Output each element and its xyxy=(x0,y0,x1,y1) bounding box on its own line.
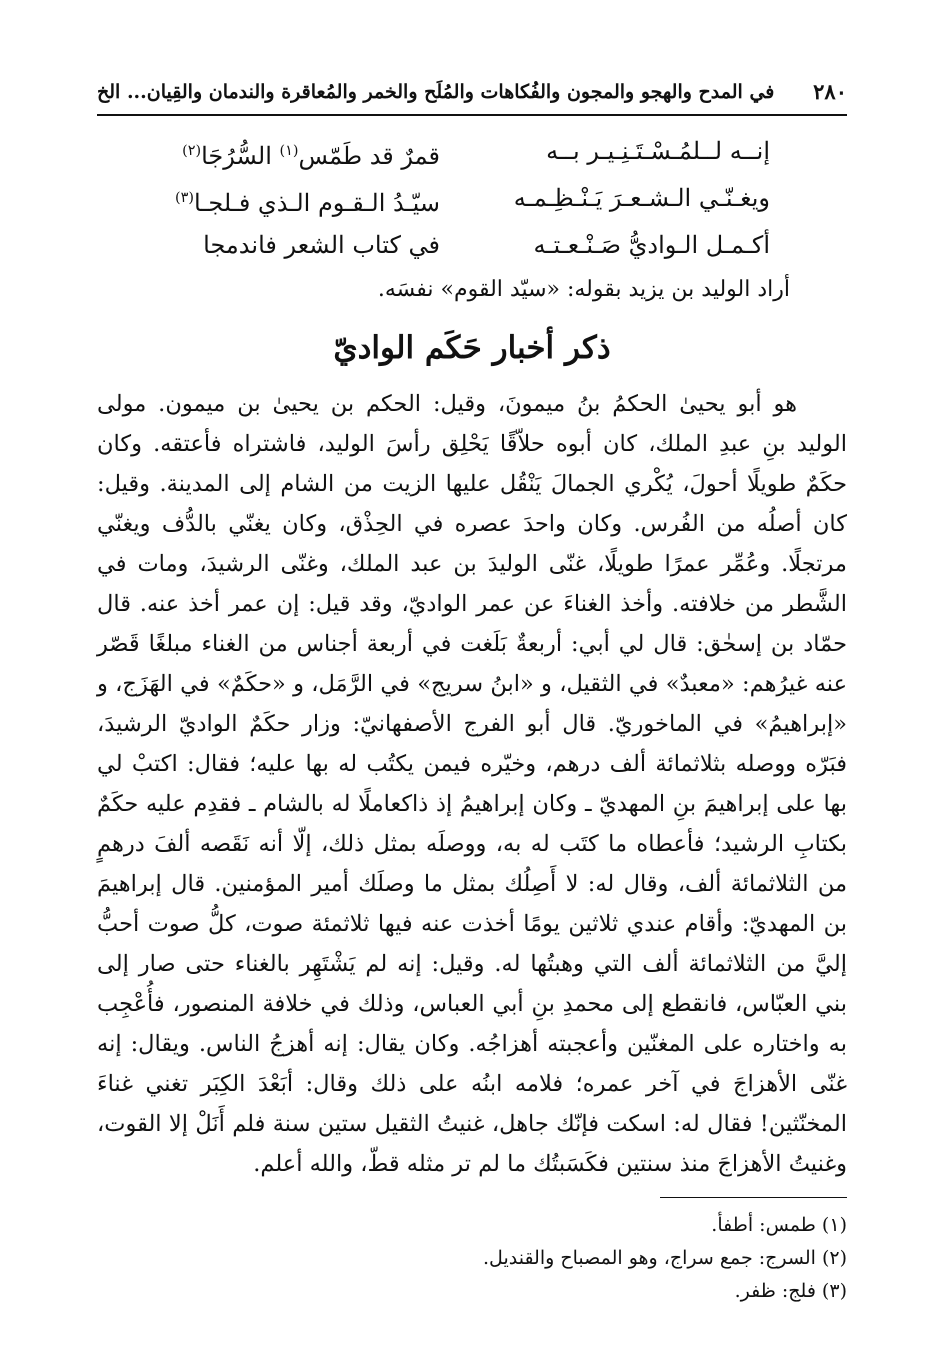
verse-first-hemistich: ويغـنّـي الـشـعـرَ يَـنْـظِـمـه xyxy=(513,184,770,212)
footnote: (٢) السرج: جمع سراج، وهو المصباح والقنديل. xyxy=(483,1247,847,1269)
footnote-marker: (٢) xyxy=(182,143,202,159)
verse-explanation: أراد الوليد بن يزيد بقوله: «سيّد القوم» نفسَه. xyxy=(377,277,790,302)
verse-line xyxy=(150,222,770,269)
section-heading: ذكر أخبار حَكَم الواديّ xyxy=(333,330,611,366)
footnote-rule xyxy=(660,1197,847,1198)
verse-first-hemistich: إنــه لــلمُـسْـتَـنِـيـر بــه xyxy=(546,137,770,165)
footnotes xyxy=(483,1209,847,1308)
running-title: في المدح والهجو والمجون والفُكاهات والمُلَح والخمر والمُعاقرة والندمان والقِيان... الخ xyxy=(97,81,775,103)
verse-second-hemistich: في كتاب الشعر فاندمجا xyxy=(203,231,440,259)
verse-text: سيّـدُ الـقـوم الـذي فـلجـا xyxy=(194,189,440,217)
footnote-marker: (٣) xyxy=(175,190,194,206)
page-number: ٢٨٠ xyxy=(813,79,847,104)
verse-line xyxy=(150,175,770,222)
body-text xyxy=(97,384,847,1184)
page-header xyxy=(97,72,847,112)
verse-text: قمرٌ قد طَمّس xyxy=(298,142,440,170)
verse-line xyxy=(150,128,770,175)
verse-text: السُّرُجَا xyxy=(201,142,280,170)
paragraph: هو أبو يحيىٰ الحكمُ بنُ ميمونَ، وقيل: الحكم بن يحيىٰ بن ميمون. مولى الوليد بنِ عبدِ الملك، كان أبوه حلاّقًا يَحْلِق رأسَ الوليد، فاشتراه فأعتقه. وكان حكَمٌ طويلًا أحولَ، يُكْري الجمالَ يَنْقُل عليها الزيت من الشام إلى المدينة. وقيل: كان أصلُه من الفُرس. وكان واحدَ عصره في الحِذْق، وكان يغنّي بالدُّف ويغنّي مرتجلًا. وعُمِّر عمرًا طويلًا، غنّى الوليدَ بن عبد الملك، وغنّى الرشيدَ، ومات في الشَّطر من خلافته. وأخذ الغناءَ عن عمر الواديّ، وقد قيل: إن عمر أخذ عنه. قال حمّاد بن إسحٰق: قال لي أبي: أربعةٌ بَلَغت في أربعة أجناس من الغناء مبلغًا قَصّر عنه غيرُهم: «معبدٌ» في الثقيل، و «ابنُ سريج» في الرَّمَل، و «حكَمٌ» في الهَزَج، و «إبراهيمُ» في الماخوريّ. قال أبو الفرج الأصفهانيّ: وزار حكَمٌ الواديّ الرشيدَ، فبَرّه ووصله بثلاثمائة ألف درهم، وخيّره فيمن يكتُب له بها عليه؛ فقال: اكتبْ لي بها على إبراهيمَ بنِ المهديّ ـ وكان إبراهيمُ إذ ذاكعاملًا له بالشام ـ فقدِم عليه حكَمٌ بكتابِ الرشيد؛ فأعطاه ما كتَب له به، ووصلَه بمثل ذلك، إلّا أنه نَقَصه ألفَ درهمٍ من الثلاثمائة ألف، وقال له: لا أَصِلُك بمثل ما وصلَك أمير المؤمنين. قال إبراهيمَ بن المهديّ: وأقام عندي ثلاثين يومًا أخذت عنه فيها ثلاثمئة صوت، كلُّ صوت أحبُّ إليَّ من الثلاثمائة ألف التي وهبتُها له. وقيل: إنه لم يَشْتَهِر بالغناء حتى صار إلى بني العبّاس، فانقطع إلى محمدِ بنِ أبي العباس، وذلك في خلافة المنصور، فأُعْجِب به واختاره على المغنّين وأعجبته أهزاجُه. وكان يقال: إنه أهزجُ الناس. ويقال: إنه غنّى الأهزاجَ في آخر عمره؛ فلامه ابنُه على ذلك وقال: أبَعْدَ الكِبَر تغني غناءَ المخنّثين! فقال له: اسكت فإنّك جاهل، غنيتُ الثقيل ستين سنة فلم أَنَلْ إلا القوت، وغنيتُ الأهزاجَ منذ سنتين فكَسَبتُك ما لم تر مثله قطّ، والله أعلم. xyxy=(97,391,848,1177)
verse-second-hemistich xyxy=(150,175,440,222)
poem-verses xyxy=(150,128,770,269)
footnote-marker: (١) xyxy=(279,143,299,159)
verse-first-hemistich: أكـمـل الـواديُّ صَـنْـعـتـه xyxy=(533,231,770,259)
verse-second-hemistich xyxy=(150,128,440,175)
header-rule xyxy=(97,114,847,116)
footnote: (١) طمس: أطفأ. xyxy=(711,1214,847,1236)
footnote: (٣) فلج: ظفر. xyxy=(734,1280,847,1302)
